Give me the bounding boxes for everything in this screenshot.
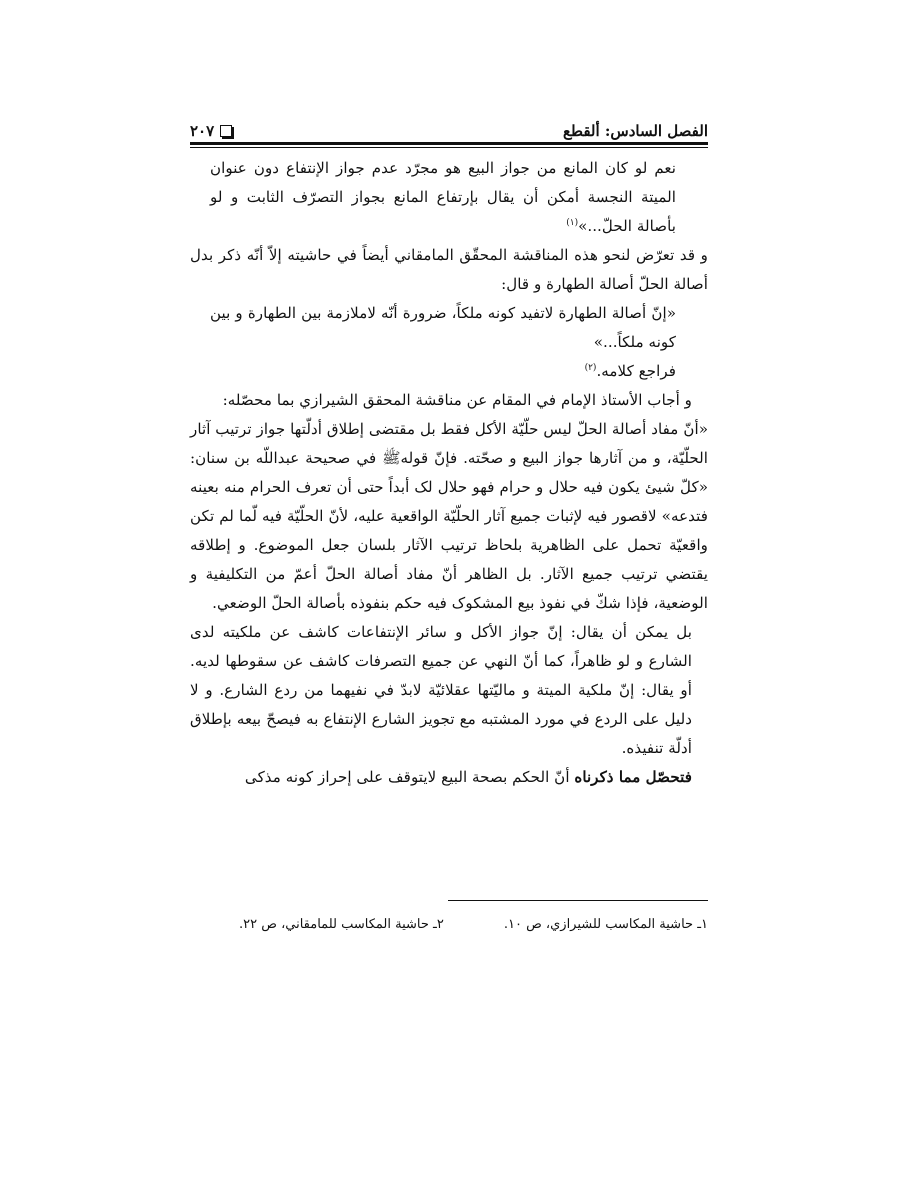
paragraph-refer xyxy=(190,357,708,386)
paragraph-quote-1 xyxy=(190,154,708,241)
conclusion-lead: فتحصّل مما ذكرناه xyxy=(574,768,692,786)
footnote-ref-2: (۲) xyxy=(584,362,597,373)
body-text xyxy=(190,154,708,792)
page-number xyxy=(190,122,232,140)
paragraph-text: و أجاب الأستاذ الإمام في المقام عن مناقشة المحقق الشيرازي بما محصّله: xyxy=(222,391,692,409)
page-number-text: ۲۰۷ xyxy=(190,122,215,140)
header-rule-thick xyxy=(190,142,708,145)
page-box-icon xyxy=(220,125,232,137)
chapter-title: الفصل السادس: ألقطع xyxy=(563,122,708,140)
page-header xyxy=(190,112,708,140)
paragraph-answer-intro xyxy=(190,386,708,415)
footnote-rule xyxy=(448,900,708,901)
footnote-2: ۲ـ حاشية المكاسب للمامقاني، ص ۲۲. xyxy=(238,917,444,932)
paragraph-text: و قد تعرّض لنحو هذه المناقشة المحقّق المامقاني أيضاً في حاشيته إلاّ أنّه ذكر بدل أصالة الحلّ أصالة الطهارة و قال: xyxy=(190,246,708,293)
header-rule-thin xyxy=(190,147,708,148)
paragraph-text: بل يمكن أن يقال: إنّ جواز الأكل و سائر الإنتفاعات كاشف عن ملكيته لدى الشارع و لو ظاهراً، كما أنّ النهي عن جميع التصرفات كاشف عن سقوطها لديه. أو يقال: إنّ ملكية الميتة و ماليّتها عقلائيّة لابدّ في نفيهما من ردع الشارع. و لا دليل على الردع في مورد المشتبه مع تجويز الشارع الإنتفاع به فيصحّ بيعه بإطلاق أدلّة تنفيذه. xyxy=(190,623,692,757)
paragraph-text: نعم لو كان المانع من جواز البيع هو مجرّد عدم جواز الإنتفاع دون عنوان الميتة النجسة أمكن أن يقال بإرتفاع المانع بجواز التصرّف الثابت و لو بأصالة الحلّ...» xyxy=(210,159,676,235)
paragraph-text: فراجع كلامه. xyxy=(596,362,676,380)
footnote-ref-1: (۱) xyxy=(566,217,579,228)
footnotes xyxy=(190,910,708,940)
paragraph-quote-2 xyxy=(190,299,708,357)
footnote-1: ۱ـ حاشية المكاسب للشيرازي، ص ۱۰. xyxy=(503,917,708,932)
paragraph-2 xyxy=(190,241,708,299)
paragraph-text: «إنّ أصالة الطهارة لاتفيد كونه ملكاً، ضرورة أنّه لاملازمة بين الطهارة و بين كونه ملكاً...» xyxy=(210,304,676,351)
conclusion-text: أنّ الحكم بصحة البيع لايتوقف على إحراز كونه مذكى xyxy=(244,768,575,786)
paragraph-answer xyxy=(190,415,708,618)
paragraph-conclusion xyxy=(190,763,708,792)
paragraph-text: «أنّ مفاد أصالة الحلّ ليس حلّيّة الأكل فقط بل مقتضى إطلاق أدلّتها جواز ترتيب آثار الحلّيّة، و من آثارها جواز البيع و صحّته. فإنّ قولهﷺ في صحيحة عبداللّه بن سنان: «كلّ شيئ يكون فيه حلال و حرام فهو حلال لک أبداً حتى أن تعرف الحرام منه بعينه فتدعه» لاقصور فيه لإثبات جميع آثار الحلّيّة الواقعية عليه، لأنّ الحلّيّة فيه لّما لم تكن واقعيّة تحمل على الظاهرية بلحاظ ترتيب الآثار بلسان جعل الموضوع. و إطلاقه يقتضي ترتيب جميع الآثار. بل الظاهر أنّ مفاد أصالة الحلّ أعمّ من التكليفية و الوضعية، فإذا شكّ في نفوذ بيع المشكوک فيه حكم بنفوذه بأصالة الحلّ الوضعي. xyxy=(190,420,708,612)
paragraph-further xyxy=(190,618,708,763)
